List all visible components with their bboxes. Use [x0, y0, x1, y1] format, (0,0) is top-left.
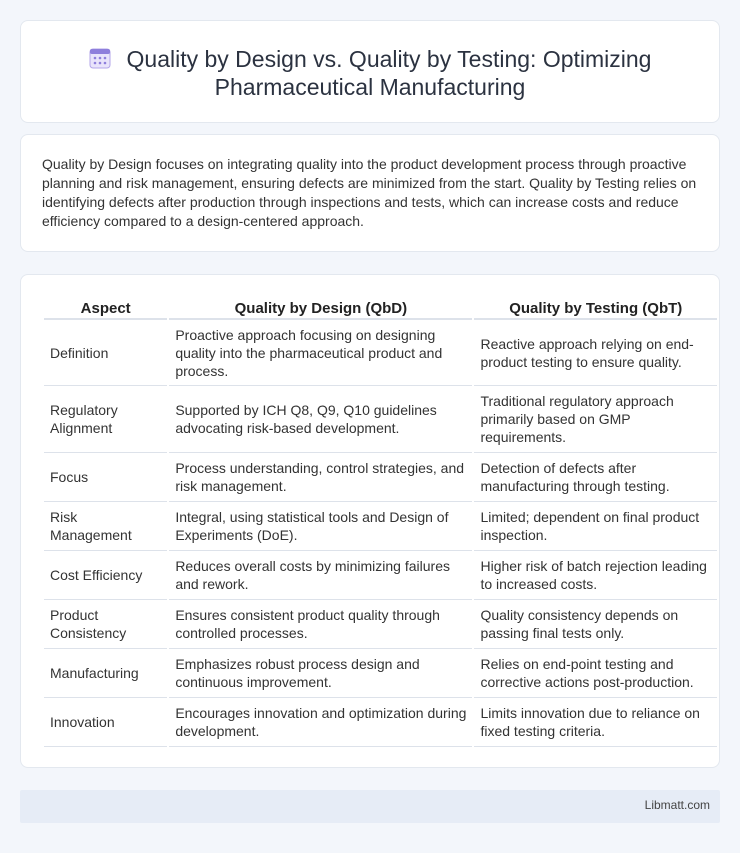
qbd-cell: Encourages innovation and optimization during development. — [169, 698, 472, 747]
table-row — [44, 502, 717, 551]
header-qbd: Quality by Design (QbD) — [169, 296, 472, 320]
aspect-cell: Focus — [44, 453, 167, 502]
table-row — [44, 386, 717, 453]
qbt-cell: Relies on end-point testing and corrective actions post-production. — [474, 649, 717, 698]
table-row — [44, 320, 717, 386]
qbt-cell: Limited; dependent on final product inspection. — [474, 502, 717, 551]
header-qbt: Quality by Testing (QbT) — [474, 296, 717, 320]
aspect-cell: Cost Efficiency — [44, 551, 167, 600]
page-title: Quality by Design vs. Quality by Testing: Optimizing Pharmaceutical Manufacturing — [126, 46, 652, 100]
aspect-cell: Risk Management — [44, 502, 167, 551]
comparison-card — [20, 274, 720, 768]
qbt-cell: Traditional regulatory approach primarily based on GMP requirements. — [474, 386, 717, 453]
aspect-cell: Definition — [44, 320, 167, 386]
title-card — [20, 20, 720, 123]
aspect-cell: Regulatory Alignment — [44, 386, 167, 453]
aspect-cell: Manufacturing — [44, 649, 167, 698]
qbt-cell: Higher risk of batch rejection leading to increased costs. — [474, 551, 717, 600]
page-title-container — [21, 45, 719, 101]
qbd-cell: Process understanding, control strategies, and risk management. — [169, 453, 472, 502]
description-card — [20, 134, 720, 252]
qbt-cell: Detection of defects after manufacturing through testing. — [474, 453, 717, 502]
header-aspect: Aspect — [44, 296, 167, 320]
qbd-cell: Supported by ICH Q8, Q9, Q10 guidelines advocating risk-based development. — [169, 386, 472, 453]
qbd-cell: Ensures consistent product quality through controlled processes. — [169, 600, 472, 649]
qbd-cell: Proactive approach focusing on designing quality into the pharmaceutical product and process. — [169, 320, 472, 386]
aspect-cell: Innovation — [44, 698, 167, 747]
qbt-cell: Reactive approach relying on end-product testing to ensure quality. — [474, 320, 717, 386]
table-row — [44, 698, 717, 747]
aspect-cell: Product Consistency — [44, 600, 167, 649]
qbd-cell: Integral, using statistical tools and Design of Experiments (DoE). — [169, 502, 472, 551]
qbt-cell: Limits innovation due to reliance on fixed testing criteria. — [474, 698, 717, 747]
qbt-cell: Quality consistency depends on passing final tests only. — [474, 600, 717, 649]
footer — [20, 790, 720, 823]
description-text: Quality by Design focuses on integrating quality into the product development process through proactive planning and risk management, ensuring defects are minimized from the start. Quality by Testing relies on identifying defects after production through inspections and tests, which can increase costs and reduce efficiency compared to a design-centered approach. — [42, 156, 697, 229]
table-row — [44, 649, 717, 698]
table-row — [44, 453, 717, 502]
footer-brand-link[interactable]: Libmatt.com — [644, 798, 710, 812]
calendar-icon — [89, 47, 111, 69]
qbd-cell: Reduces overall costs by minimizing failures and rework. — [169, 551, 472, 600]
comparison-table — [42, 296, 719, 747]
table-header-row — [44, 296, 717, 320]
table-row — [44, 551, 717, 600]
qbd-cell: Emphasizes robust process design and continuous improvement. — [169, 649, 472, 698]
table-row — [44, 600, 717, 649]
